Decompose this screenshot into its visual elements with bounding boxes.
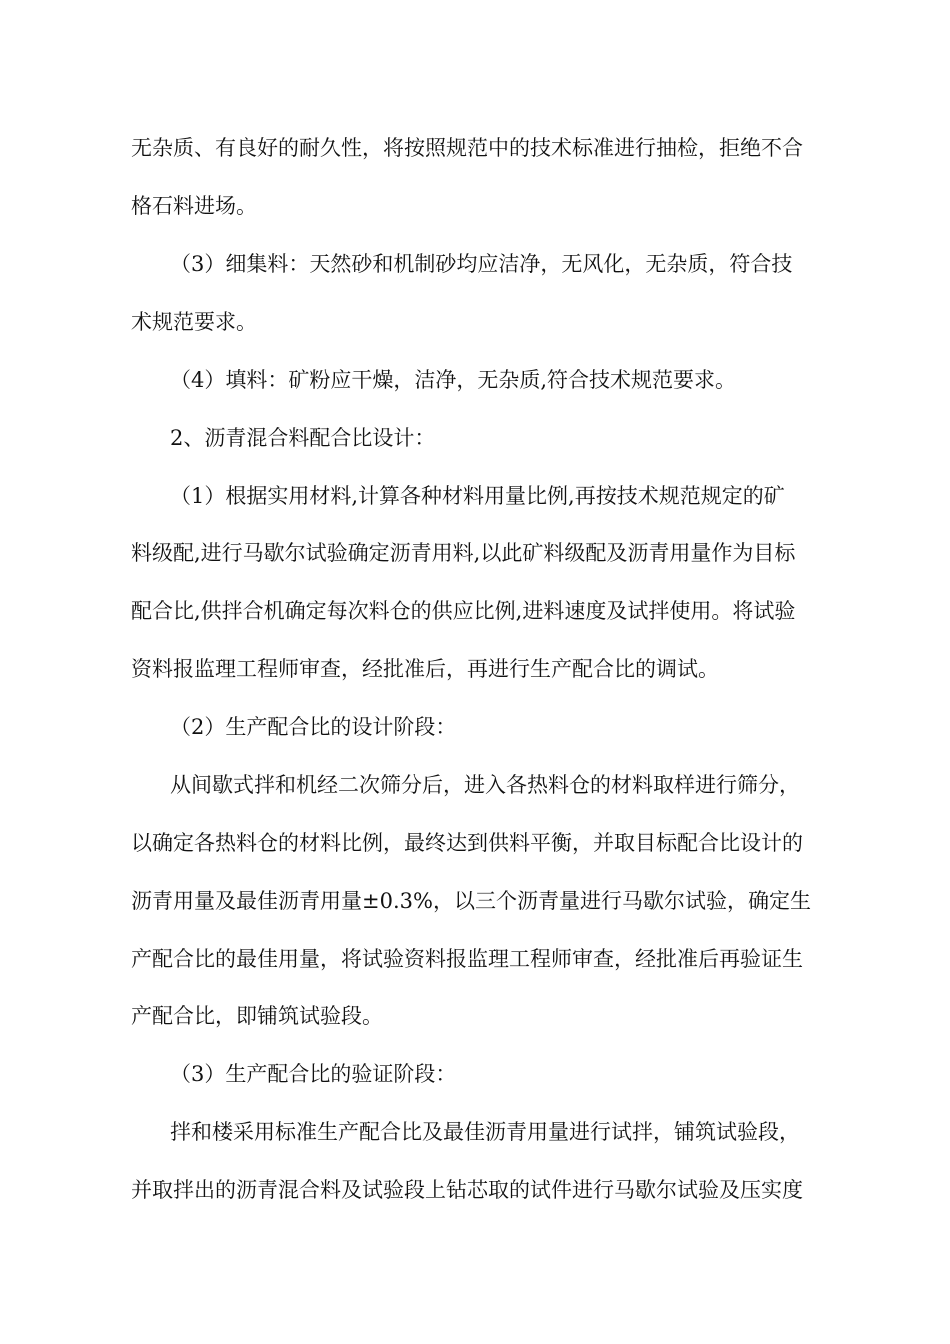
section-heading: 2、沥青混合料配合比设计：: [170, 426, 436, 450]
text-line: 配合比,供拌合机确定每次料仓的供应比例,进料速度及试拌使用。将试验: [131, 599, 796, 623]
text-line: 无杂质、有良好的耐久性，将按照规范中的技术标准进行抽检，拒绝不合: [131, 136, 803, 160]
text-line: 格石料进场。: [131, 194, 257, 218]
text-line: （1）根据实用材料,计算各种材料用量比例,再按技术规范规定的矿: [170, 484, 785, 508]
text-line: 沥青用量及最佳沥青用量±0.3%，以三个沥青量进行马歇尔试验，确定生: [131, 889, 811, 913]
text-line: （4）填料：矿粉应干燥，洁净，无杂质,符合技术规范要求。: [170, 368, 737, 392]
text-line: 料级配,进行马歇尔试验确定沥青用料,以此矿料级配及沥青用量作为目标: [131, 541, 796, 565]
text-line: 产配合比，即铺筑试验段。: [131, 1004, 383, 1028]
text-line: 资料报监理工程师审查，经批准后，再进行生产配合比的调试。: [131, 657, 719, 681]
text-line: 以确定各热料仓的材料比例，最终达到供料平衡，并取目标配合比设计的: [131, 831, 803, 855]
text-line: 从间歇式拌和机经二次筛分后，进入各热料仓的材料取样进行筛分，: [170, 773, 800, 797]
text-line: （3）生产配合比的验证阶段：: [170, 1062, 457, 1086]
text-line: （3）细集料：天然砂和机制砂均应洁净，无风化，无杂质，符合技: [170, 252, 793, 276]
text-line: （2）生产配合比的设计阶段：: [170, 715, 457, 739]
text-line: 并取拌出的沥青混合料及试验段上钻芯取的试件进行马歇尔试验及压实度: [131, 1178, 803, 1202]
text-line: 术规范要求。: [131, 310, 257, 334]
text-line: 拌和楼采用标准生产配合比及最佳沥青用量进行试拌，铺筑试验段，: [170, 1120, 800, 1144]
text-line: 产配合比的最佳用量，将试验资料报监理工程师审查，经批准后再验证生: [131, 947, 803, 971]
